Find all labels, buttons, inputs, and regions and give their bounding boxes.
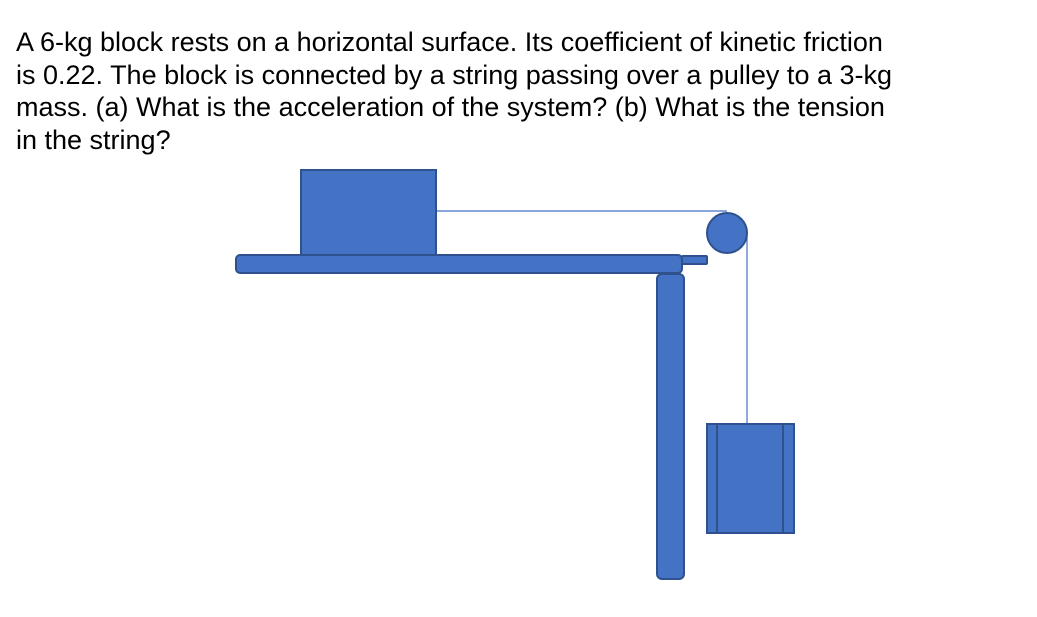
problem-line-4: in the string? [16, 124, 171, 155]
pulley-bracket [682, 256, 707, 264]
block-6kg [301, 170, 436, 255]
table-top [236, 255, 682, 273]
pulley [707, 213, 747, 253]
problem-line-1: A 6-kg block rests on a horizontal surface. Its coefficient of kinetic friction [16, 27, 883, 57]
problem-line-3: mass. (a) What is the acceleration of the system? (b) What is the tension [16, 92, 885, 122]
hanging-mass-3kg [707, 424, 794, 533]
problem-line-2: is 0.22. The block is connected by a string passing over a pulley to a 3-kg [16, 59, 892, 90]
table-leg [657, 274, 684, 579]
